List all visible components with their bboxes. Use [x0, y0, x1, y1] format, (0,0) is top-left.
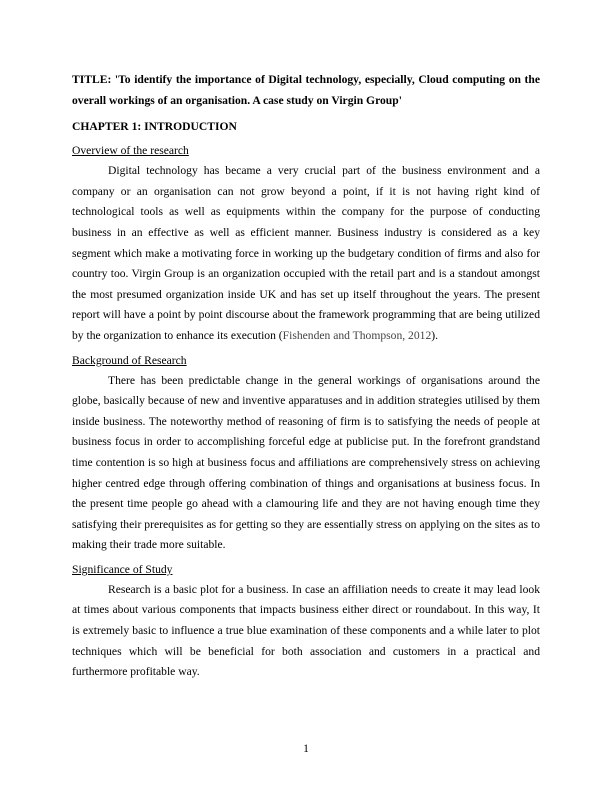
citation: Fishenden and Thompson, 2012 — [282, 328, 432, 342]
document-title: TITLE: 'To identify the importance of Digital technology, especially, Cloud computing on the overall workings of an organisation. A case study on Virgin Group' — [72, 73, 540, 107]
section-heading-significance: Significance of Study — [72, 562, 173, 576]
section-heading-overview: Overview of the research — [72, 144, 189, 158]
chapter-heading: CHAPTER 1: INTRODUCTION — [72, 120, 237, 134]
page-content — [72, 70, 540, 687]
page-number: 1 — [303, 742, 309, 755]
section-body-significance: Research is a basic plot for a business. In case an affiliation needs to create it may lead look at times about various components that impacts business either direct or roundabout. In this way, It is extremely basic to influence a true blue examination of these components and a while later to plot techniques which will be beneficial for both association and customers in a practical and furthermore profitable way. — [72, 582, 540, 679]
section-body-overview: Digital technology has became a very crucial part of the business environment and a company or an organisation can not grow beyond a point, if it is not having right kind of technological tools as well as equipments within the company for the purpose of conducting business in an effective as well as efficient manner. Business industry is considered as a key segment which make a motivating force in working up the budgetary condition of firms and also for country too. Virgin Group is an organization occupied with the retail part and is a standout amongst the most presumed organization inside UK and has set up itself throughout the years. The present report will have a point by point discourse about the framework programming that are being utilized by the organization to enhance its execution (Fishenden and Thompson, 2012). — [72, 164, 540, 342]
section-body-background: There has been predictable change in the general workings of organisations around the globe, basically because of new and inventive apparatuses and in addition strategies utilised by them inside business. The noteworthy method of reasoning of firm is to satisfying the needs of people at business focus in order to accomplishing forceful edge at publicise put. In the forefront grandstand time contention is so high at business focus and affiliations are comprehensively stress on achieving higher centred edge through offering combination of things and organisations at business focus. In the present time people go ahead with a clamouring life and they are not having enough time they satisfying their prerequisites as for getting so they are essentially stress on applying on the sites as to making their trade more suitable. — [72, 373, 540, 552]
section-heading-background: Background of Research — [72, 353, 187, 367]
